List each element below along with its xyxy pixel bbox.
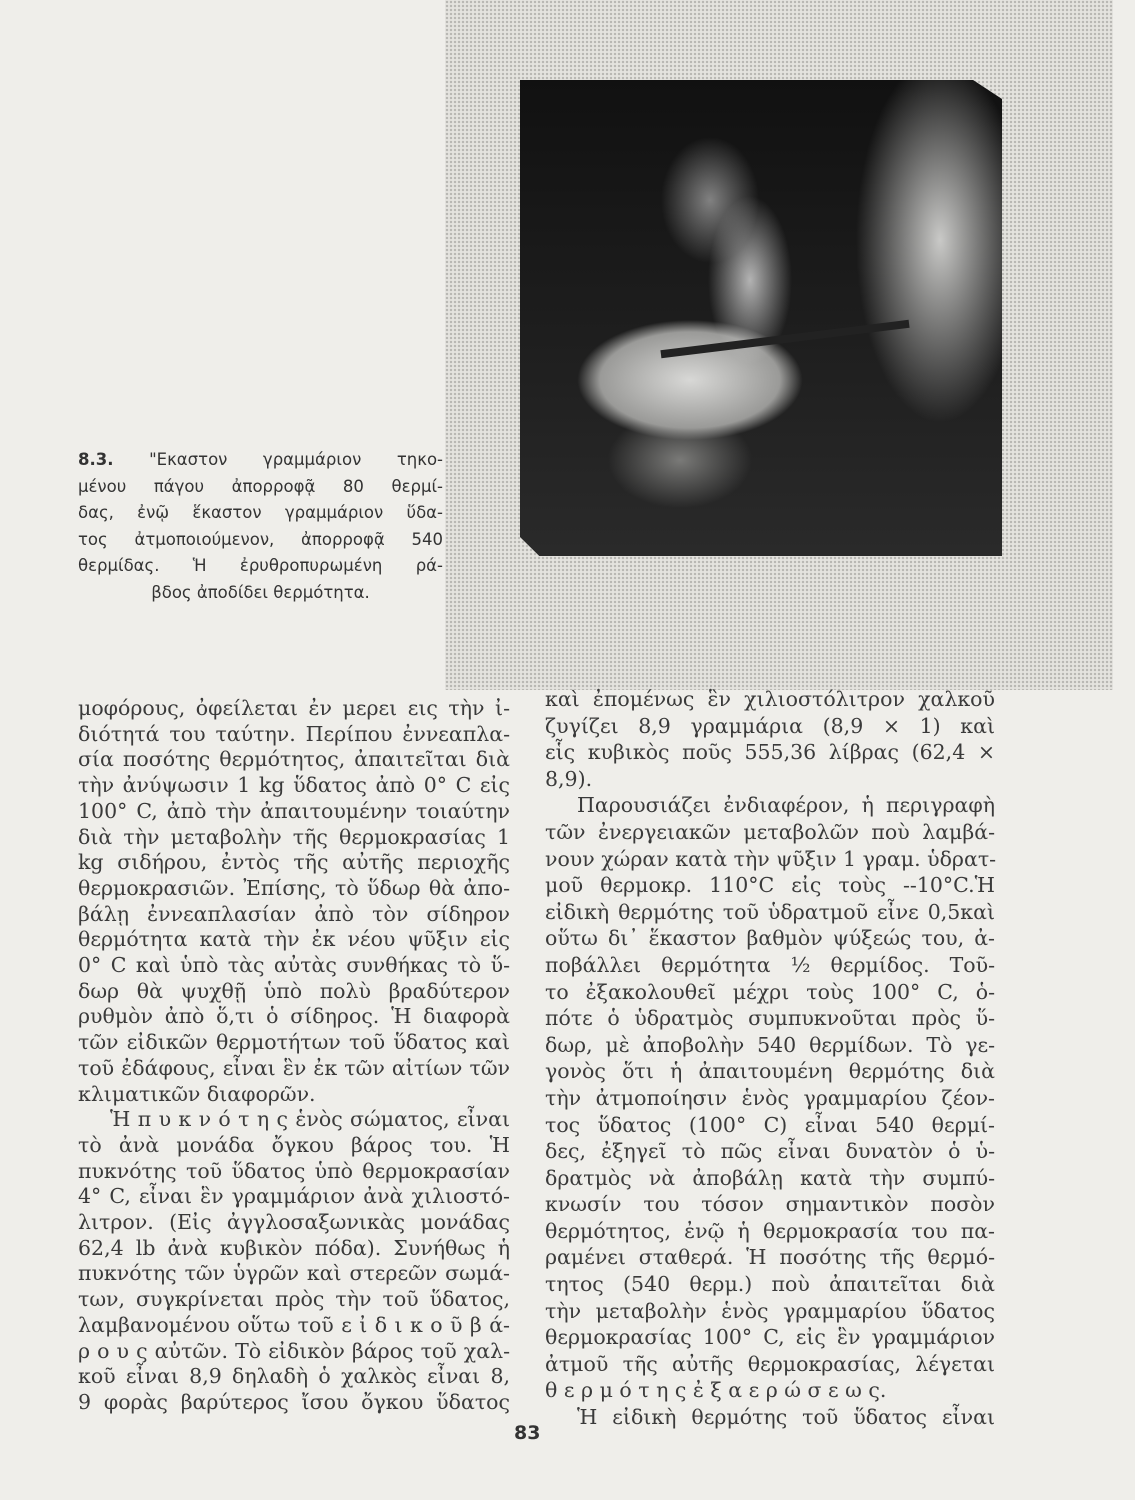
text-line: Παρουσιάζει ἐνδιαφέρον, ἡ περιγραφὴ bbox=[577, 793, 995, 818]
text-line: κνωσίν του τόσον σημαντικὸν ποσὸν bbox=[545, 1192, 995, 1217]
page-number: 83 bbox=[514, 1422, 541, 1444]
text-line: ρυθμὸν ἀπὸ ὅ,τι ὁ σίδηρος. Ἡ διαφορὰ bbox=[78, 1004, 510, 1029]
text-line: θερμότητα κατὰ τὴν ἐκ νέου ψῦξιν εἰς bbox=[78, 927, 510, 952]
text-line: λιτρον. (Εἰς ἀγγλοσαξωνικὰς μονάδας bbox=[78, 1210, 510, 1235]
text-line: πυκνότης τοῦ ὕδατος ὑπὸ θερμοκρασίαν bbox=[78, 1158, 510, 1183]
text-line: τὴν ἀτμοποίησιν ἑνὸς γραμμαρίου ζέον- bbox=[545, 1085, 995, 1110]
text-line: Ἡ εἰδικὴ θερμότης τοῦ ὕδατος εἶναι bbox=[577, 1405, 995, 1430]
text-line: τος ὕδατος (100° C) εἶναι 540 θερμί- bbox=[545, 1112, 995, 1137]
text-line: 0° C καὶ ὑπὸ τὰς αὐτὰς συνθήκας τὸ ὕ- bbox=[78, 953, 510, 978]
text-line: 9 φορὰς βαρύτερος ἴσου ὄγκου ὕδατος bbox=[78, 1389, 510, 1414]
text-line: ζυγίζει 8,9 γραμμάρια (8,9 × 1) καὶ bbox=[545, 713, 995, 738]
text-line: δες, ἐξηγεῖ τὸ πῶς εἶναι δυνατὸν ὁ ὑ- bbox=[545, 1139, 995, 1164]
text-line: 8,9). bbox=[545, 766, 593, 791]
figure-caption: 8.3. "Εκαστον γραμμάριον τηκο- μένου πάγου ἀπορροφᾷ 80 θερμί- δας, ἐνῷ ἕκαστον γραμμάριον ὕδα- τος ἀτμοποιούμενον, ἀπορροφᾷ 540 θερμίδας. Ἡ ἐρυθροπυρωμένη ρά- βδος ἀποδίδει θερμότητα. bbox=[78, 450, 443, 602]
text-line: Ἡ π υ κ ν ό τ η ς ἑνὸς σώματος, εἶναι bbox=[110, 1107, 510, 1132]
text-line: σία ποσότης θερμότητος, ἀπαιτεῖται διὰ bbox=[78, 747, 510, 772]
text-line: γονὸς ὅτι ἡ ἀπαιτουμένη θερμότης διὰ bbox=[545, 1059, 995, 1084]
text-line: θερμοκρασίας 100° C, εἰς ἓν γραμμάριον bbox=[545, 1325, 995, 1350]
text-line: ρ ο υ ς αὐτῶν. Τὸ εἰδικὸν βάρος τοῦ χαλ- bbox=[78, 1338, 510, 1363]
text-line: το ἐξακολουθεῖ μέχρι τοὺς 100° C, ὁ- bbox=[545, 979, 995, 1004]
figure-label: 8.3. bbox=[78, 450, 114, 469]
text-line: 100° C, ἀπὸ τὴν ἀπαιτουμένην τοιαύτην bbox=[78, 798, 510, 823]
text-line: θερμότητος, ἐνῷ ἡ θερμοκρασία του πα- bbox=[545, 1218, 995, 1243]
text-line: τῶν ἐνεργειακῶν μεταβολῶν ποὺ λαμβά- bbox=[545, 819, 995, 844]
text-line: εἷς κυβικὸς ποῦς 555,36 λίβρας (62,4 × bbox=[545, 740, 995, 765]
text-line: τὴν μεταβολὴν ἑνὸς γραμμαρίου ὕδατος bbox=[545, 1298, 995, 1323]
text-line: λαμβανομένου οὕτω τοῦ ε ἰ δ ι κ ο ῦ β ά- bbox=[78, 1312, 510, 1337]
text-line: δρατμὸς νὰ ἀποβάλῃ κατὰ τὴν συμπύ- bbox=[545, 1165, 995, 1190]
text-line: τὴν ἀνύψωσιν 1 kg ὕδατος ἀπὸ 0° C εἰς bbox=[78, 773, 510, 798]
hot-rod bbox=[660, 320, 909, 358]
text-line: κλιματικῶν διαφορῶν. bbox=[78, 1081, 316, 1106]
text-line: kg σιδήρου, ἐντὸς τῆς αὐτῆς περιοχῆς bbox=[78, 850, 510, 875]
figure-photo-ice-block-with-hot-rod bbox=[520, 80, 1002, 556]
text-line: τὸ ἀνὰ μονάδα ὄγκου βάρος του. Ἡ bbox=[78, 1132, 510, 1157]
text-line: βάλῃ ἐννεαπλασίαν ἀπὸ τὸν σίδηρον bbox=[78, 901, 510, 926]
text-line: κοῦ εἶναι 8,9 δηλαδὴ ὁ χαλκὸς εἶναι 8, bbox=[78, 1364, 510, 1389]
text-line: ποβάλλει θερμότητα ½ θερμίδος. Τοῦ- bbox=[545, 952, 995, 977]
text-line: των, συγκρίνεται πρὸς τὴν τοῦ ὕδατος, bbox=[78, 1287, 510, 1312]
text-line: 62,4 lb ἀνὰ κυβικὸν πόδα). Συνήθως ἡ bbox=[78, 1235, 510, 1260]
right-text-column bbox=[545, 686, 995, 1431]
text-line: διὰ τὴν μεταβολὴν τῆς θερμοκρασίας 1 bbox=[78, 824, 510, 849]
text-line: δωρ θὰ ψυχθῇ ὑπὸ πολὺ βραδύτερον bbox=[78, 978, 510, 1003]
text-line: τοῦ ἐδάφους, εἶναι ἓν ἐκ τῶν αἰτίων τῶν bbox=[78, 1055, 510, 1080]
text-line: θερμοκρασιῶν. Ἐπίσης, τὸ ὕδωρ θὰ ἀπο- bbox=[78, 875, 510, 900]
text-line: πυκνότης τῶν ὑγρῶν καὶ στερεῶν σωμά- bbox=[78, 1261, 510, 1286]
text-line: τητος (540 θερμ.) ποὺ ἀπαιτεῖται διὰ bbox=[545, 1272, 995, 1297]
text-line: οὕτω δι᾽ ἕκαστον βαθμὸν ψύξεώς του, ἀ- bbox=[545, 926, 995, 951]
text-line: θ ε ρ μ ό τ η ς ἐ ξ α ε ρ ώ σ ε ω ς. bbox=[545, 1378, 887, 1403]
text-line: πότε ὁ ὑδρατμὸς συμπυκνοῦται πρὸς ὕ- bbox=[545, 1006, 995, 1031]
text-line: ραμένει σταθερά. Ἡ ποσότης τῆς θερμό- bbox=[545, 1245, 995, 1270]
text-line: 4° C, εἶναι ἓν γραμμάριον ἀνὰ χιλιοστό- bbox=[78, 1184, 510, 1209]
text-line: μοφόρους, ὀφείλεται ἐν μερει εις τὴν ἰ- bbox=[78, 696, 510, 720]
text-line: μοῦ θερμοκρ. 110°C εἰς τοὺς --10°C.Ἡ bbox=[545, 873, 995, 898]
text-line: δωρ, μὲ ἀποβολὴν 540 θερμίδων. Τὸ γε- bbox=[545, 1032, 995, 1057]
text-line: ἀτμοῦ τῆς αὐτῆς θερμοκρασίας, λέγεται bbox=[545, 1351, 995, 1376]
text-line: τῶν εἰδικῶν θερμοτήτων τοῦ ὕδατος καὶ bbox=[78, 1030, 510, 1055]
text-line: διότητά του ταύτην. Περίπου ἐννεαπλα- bbox=[78, 721, 510, 746]
left-text-column bbox=[78, 696, 510, 1416]
text-line: εἰδικὴ θερμότης τοῦ ὑδρατμοῦ εἶνε 0,5καὶ bbox=[545, 899, 995, 924]
text-line: καὶ ἐπομένως ἓν χιλιοστόλιτρον χαλκοῦ bbox=[545, 687, 995, 711]
text-line: νουν χώραν κατὰ τὴν ψῦξιν 1 γραμ. ὑδρατ- bbox=[545, 846, 997, 871]
